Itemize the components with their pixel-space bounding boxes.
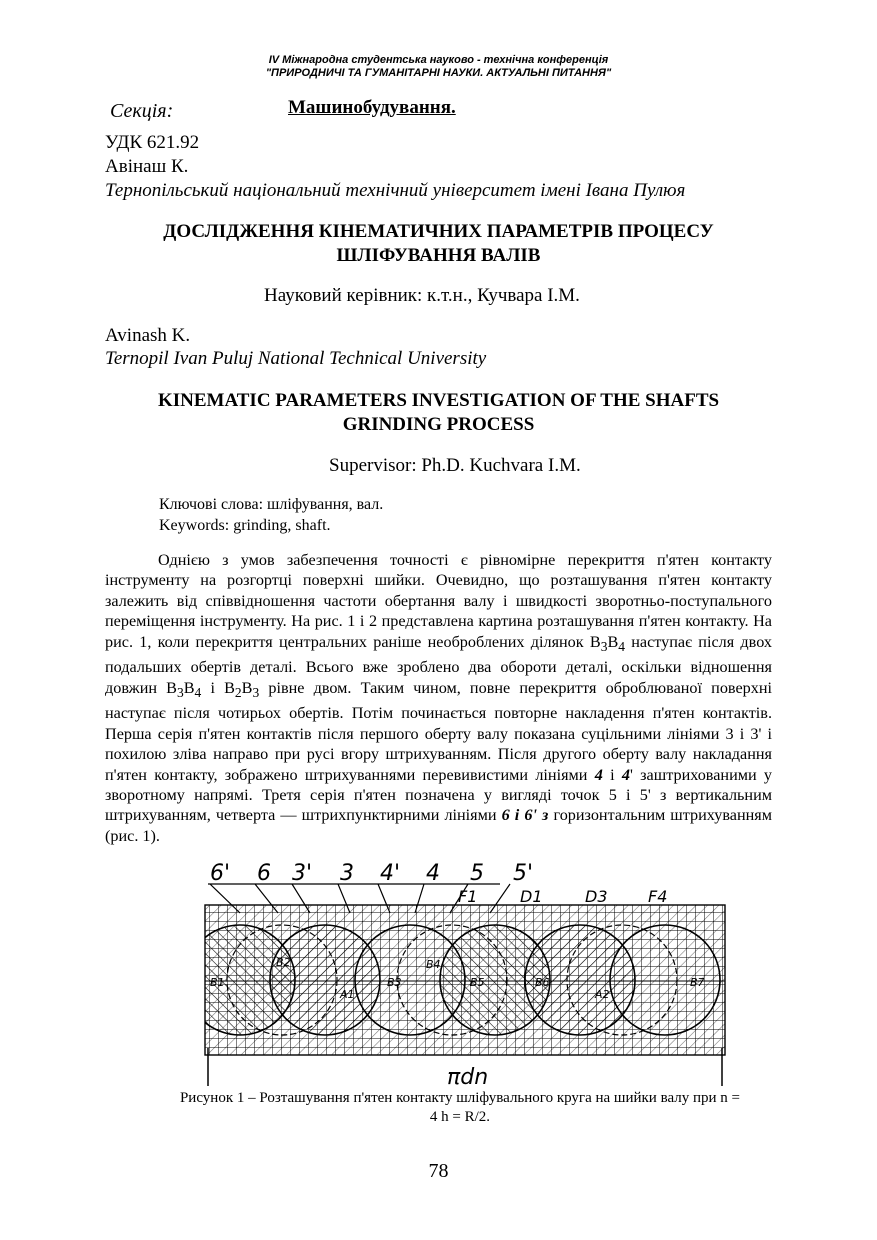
author-ua: Авінаш К. xyxy=(105,156,189,177)
caption-line1: Рисунок 1 – Розташування п'ятен контакту шліфувального круга на шийки валу при n = xyxy=(179,1090,741,1106)
keywords-ua: Ключові слова: шліфування, вал. xyxy=(159,496,384,513)
label-B4: B4 xyxy=(426,958,441,971)
label-B6: B6 xyxy=(535,976,550,989)
label-D1: D1 xyxy=(520,887,543,906)
title-en-line2: GRINDING PROCESS xyxy=(342,414,535,435)
supervisor-en: Supervisor: Ph.D. Kuchvara I.M. xyxy=(329,455,581,476)
label-5: 5 xyxy=(470,861,484,886)
section-value: Машинобудування. xyxy=(288,97,456,118)
label-3prime: 3' xyxy=(292,861,313,886)
label-B5: B5 xyxy=(470,976,485,989)
label-B7: B7 xyxy=(690,976,705,989)
title-en xyxy=(120,389,757,437)
figure-caption xyxy=(140,1089,780,1127)
label-A1: A1 xyxy=(340,988,355,1001)
label-D3: D3 xyxy=(585,887,608,906)
label-4: 4 xyxy=(426,861,440,886)
label-A2: A2 xyxy=(595,988,610,1001)
label-6prime: 6' xyxy=(210,861,231,886)
udk-code: УДК 621.92 xyxy=(105,132,200,153)
title-ua-line2: ШЛІФУВАННЯ ВАЛІВ xyxy=(336,245,541,266)
label-3: 3 xyxy=(340,861,354,886)
label-4prime: 4' xyxy=(380,861,401,886)
title-en-line1: KINEMATIC PARAMETERS INVESTIGATION OF THE SHAFTS xyxy=(157,390,720,411)
affiliation-ua: Тернопільський національний технічний університет імені Івана Пулюя xyxy=(105,180,686,201)
title-ua xyxy=(120,220,757,268)
label-6: 6 xyxy=(257,861,271,886)
label-B3: B3 xyxy=(387,976,402,989)
title-ua-line1: ДОСЛІДЖЕННЯ КІНЕМАТИЧНИХ ПАРАМЕТРІВ ПРОЦЕСУ xyxy=(163,221,714,242)
keywords-en: Keywords: grinding, shaft. xyxy=(159,517,331,534)
label-F1: F1 xyxy=(458,887,478,906)
supervisor-ua: Науковий керівник: к.т.н., Кучвара І.М. xyxy=(264,285,580,306)
conference-header-line1: IV Міжнародна студентська науково - технічна конференція xyxy=(268,54,609,66)
section-label: Секція: xyxy=(110,100,174,122)
hatched-band xyxy=(200,905,725,1055)
label-5prime: 5' xyxy=(513,861,534,886)
axis-label-pi-dn: πdn xyxy=(447,1065,489,1088)
caption-line2: 4 h = R/2. xyxy=(429,1109,491,1125)
author-en: Avinash K. xyxy=(105,325,191,346)
body-paragraph: Однією з умов забезпечення точності є рівномірне перекриття п'ятен контакту інструменту на розгортці поверхні шийки. Очевидно, що розташування п'ятен контакту залежить від співвідношення частоти обертання валу і швидкості зворотньо-поступального переміщення інструменту. На рис. 1 і 2 представлена картина розташування п'ятен контакту. На рис. 1, коли перекриття центральних раніше необроблених ділянок $B_3B_4$ наступає після двох подальших обертів деталі. Всього вже зроблено два обороти деталі, оскільки відношення довжин $B_3B_4$ і $B_2B_3$ рівне двом. Таким чином, повне перекриття оброблюваної поверхні наступає після чотирьох обертів. Потім починається повторне накладення п'ятен контактів. Перша серія п'ятен контактів після першого оберту валу показана суцільними лініями 3 і 3' і похилою зліва направо при русі вгору штрихуванням. Після другого оберту валу накладання п'ятен контакту, зображено штрихуваннями перевивистими лініями 4 і 4' заштрихованими у зворотному напрямі. Третя серія п'ятен позначена у вигляді точок 5 і 5' з вертикальним штрихуванням, четверта — штрихпунктирними лініями 6 і 6' з горизонтальним штрихуванням (рис. 1). xyxy=(105,551,773,845)
contact-spots-figure xyxy=(200,858,740,1088)
affiliation-en: Ternopil Ivan Puluj National Technical University xyxy=(105,348,487,369)
inner-labels xyxy=(458,887,667,906)
label-B1: B1 xyxy=(210,976,225,989)
page-number: 78 xyxy=(428,1160,449,1182)
label-F4: F4 xyxy=(648,887,668,906)
label-B2: B2 xyxy=(276,956,291,969)
conference-header-line2: "ПРИРОДНИЧІ ТА ГУМАНІТАРНІ НАУКИ. АКТУАЛЬНІ ПИТАННЯ" xyxy=(265,67,612,79)
body-text xyxy=(105,550,772,846)
